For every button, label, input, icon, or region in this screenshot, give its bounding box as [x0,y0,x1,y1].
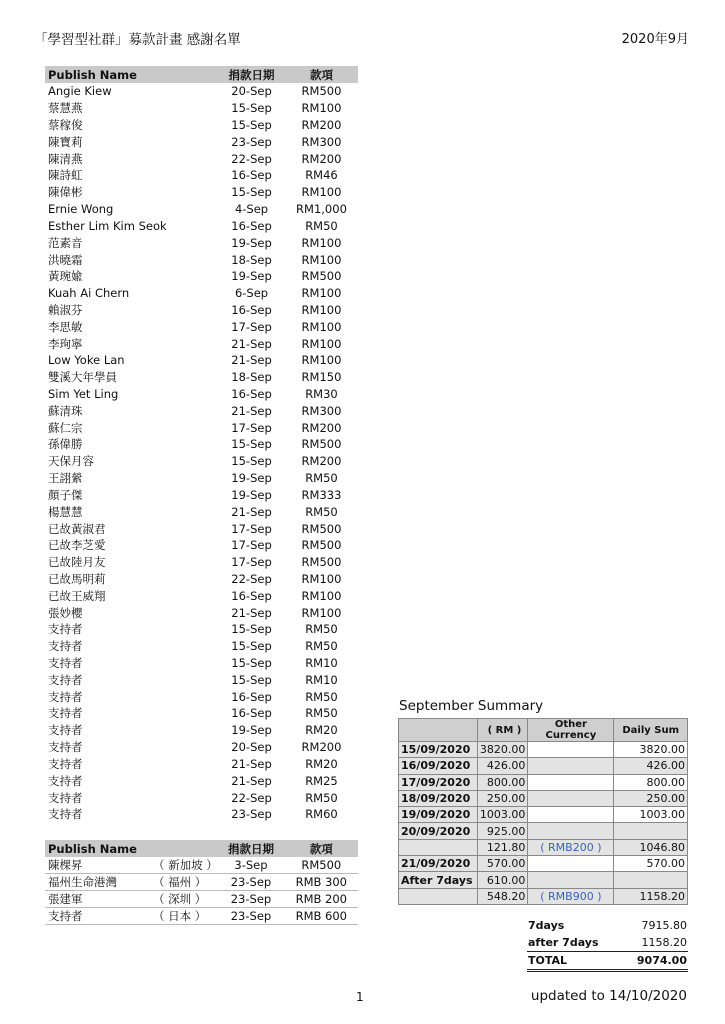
donor-name: 支持者 [48,639,83,654]
summary-rm: 548.20 [477,888,528,904]
table-row [45,386,358,403]
summary-rm: 610.00 [477,872,528,888]
donation-date: 15-Sep [231,185,272,200]
donor-name: 支持者 [48,656,83,671]
donation-amount: RM200 [301,454,342,469]
header-donation-date: 捐款日期 [217,840,284,857]
header-publish-name: Publish Name [45,840,217,857]
donation-date: 17-Sep [231,555,272,570]
donation-date: 3-Sep [217,857,284,874]
donation-amount: RM1,000 [296,202,347,217]
summary-row [399,888,688,904]
donor-name: Low Yoke Lan [48,353,125,368]
table-row [45,671,358,688]
donor-table-local [45,66,358,823]
donor-name: Angie Kiew [48,84,112,99]
donation-amount: RM500 [301,538,342,553]
donation-amount: RM50 [305,471,338,486]
table-row [45,285,358,302]
donation-date: 6-Sep [234,286,269,301]
donor-name: 蘇清珠 [48,403,83,418]
donor-name: 張妙櫻 [48,605,83,620]
donation-date: 20-Sep [231,84,272,99]
donation-date: 17-Sep [231,521,272,536]
summary-rm: 3820.00 [477,742,528,758]
donation-amount: RM300 [301,403,342,418]
table-row [45,638,358,655]
table-row [45,302,358,319]
summary-date: 16/09/2020 [399,758,478,774]
summary-date: 15/09/2020 [399,742,478,758]
summary-row [399,774,688,790]
donor-name: 黃琬婾 [48,269,83,284]
donation-amount: RM500 [301,437,342,452]
donation-date: 21-Sep [231,336,272,351]
totals-table [527,917,688,972]
donation-amount: RM30 [305,387,338,402]
donor-name: 陳棵昇 [48,858,83,872]
summary-other-currency [528,742,614,758]
donation-date: 15-Sep [231,622,272,637]
donation-amount: RMB 200 [285,891,358,908]
donor-name: 已故陸月友 [48,555,106,570]
donor-name: 李珣寧 [48,336,83,351]
donation-amount: RM100 [301,588,342,603]
donor-name: 陳偉彬 [48,185,83,200]
summary-rm: 800.00 [477,774,528,790]
table-row [45,789,358,806]
table-row [45,487,358,504]
donor-name: 支持者 [48,672,83,687]
table-row [45,537,358,554]
donor-name: Sim Yet Ling [48,387,119,402]
donation-date: 19-Sep [231,723,272,738]
donation-amount: RM50 [305,218,338,233]
donation-amount: RM50 [305,706,338,721]
donor-name: 楊慧慧 [48,504,83,519]
donation-date: 23-Sep [231,134,272,149]
table-row [45,167,358,184]
donor-cell [45,891,217,908]
summary-rm: 570.00 [477,856,528,872]
page-number: 1 [356,990,364,1004]
donor-location: （ 新加坡 ） [153,858,218,872]
totals-label: after 7days [527,934,621,952]
donation-amount: RM100 [301,605,342,620]
donation-date: 16-Sep [231,588,272,603]
donation-amount: RM100 [301,571,342,586]
donation-date: 21-Sep [231,504,272,519]
summary-header-daily-sum: Daily Sum [614,719,688,742]
donor-name: 賴淑芬 [48,302,83,317]
summary-row [399,839,688,855]
summary-header-rm: ( RM ) [477,719,528,742]
table-row [45,470,358,487]
donation-amount: RM100 [301,235,342,250]
donor-name: 雙溪大年學員 [48,370,117,385]
document-title: 「學習型社群」募款計畫 感謝名單 [34,32,241,48]
summary-other-currency: ( RMB200 ) [528,839,614,855]
summary-other-currency [528,823,614,839]
table-row [45,251,358,268]
summary-daily-sum: 3820.00 [614,742,688,758]
table-row [45,335,358,352]
donation-amount: RM100 [301,101,342,116]
updated-note: updated to 14/10/2020 [530,988,687,1004]
donation-date: 21-Sep [231,605,272,620]
donor-location: （ 日本 ） [153,909,207,923]
donation-amount: RM46 [305,168,338,183]
donation-amount: RM10 [305,656,338,671]
table-row [45,369,358,386]
totals-row [527,934,688,952]
summary-other-currency [528,774,614,790]
totals-label: TOTAL [527,952,621,971]
totals-label: 7days [528,919,565,932]
donor-name: 陳清燕 [48,151,83,166]
table-row [45,621,358,638]
summary-rm: 121.80 [477,839,528,855]
summary-other-currency [528,758,614,774]
table-row [45,772,358,789]
donation-amount: RM100 [301,185,342,200]
table-row [45,117,358,134]
summary-rm: 426.00 [477,758,528,774]
document-date: 2020年9月 [621,32,689,47]
donation-date: 21-Sep [231,353,272,368]
table-row [45,318,358,335]
table-row [45,688,358,705]
donor-cell [45,857,217,874]
donation-amount: RM100 [301,286,342,301]
donation-date: 17-Sep [231,319,272,334]
donation-date: 21-Sep [231,756,272,771]
donation-date: 18-Sep [231,370,272,385]
summary-date: 19/09/2020 [399,807,478,823]
donation-date: 23-Sep [217,891,284,908]
header-donation-date: 捐款日期 [218,66,285,83]
donor-cell [45,874,217,891]
donation-date: 20-Sep [231,740,272,755]
donation-date: 21-Sep [231,403,272,418]
summary-daily-sum: 426.00 [614,758,688,774]
donation-date: 15-Sep [231,118,272,133]
summary-row [399,823,688,839]
donor-name: 支持者 [48,790,83,805]
donation-date: 16-Sep [231,706,272,721]
summary-row [399,790,688,806]
table-row [45,857,358,874]
donation-date: 16-Sep [231,218,272,233]
donor-name: 福州生命港灣 [48,875,117,889]
donation-amount: RM500 [301,269,342,284]
table-row [45,554,358,571]
donation-date: 19-Sep [231,269,272,284]
table-row [45,891,358,908]
donation-amount: RM200 [301,420,342,435]
donor-name: 洪曉霜 [48,252,83,267]
donation-amount: RM20 [305,756,338,771]
table-row [45,218,358,235]
summary-rm: 925.00 [477,823,528,839]
donation-amount: RM200 [301,740,342,755]
summary-header-date [399,719,478,742]
header-amount: 款項 [285,66,358,83]
summary-date: 18/09/2020 [399,790,478,806]
donor-name: 李思敏 [48,319,83,334]
donor-name: 已故黃淑君 [48,521,106,536]
summary-daily-sum: 1003.00 [614,807,688,823]
donation-amount: RM50 [305,639,338,654]
summary-date [399,839,478,855]
donation-date: 17-Sep [231,538,272,553]
donation-amount: RM60 [305,807,338,822]
table-row [45,587,358,604]
summary-daily-sum: 1158.20 [614,888,688,904]
donation-amount: RM100 [301,353,342,368]
donation-date: 4-Sep [234,202,269,217]
donation-amount: RM150 [301,370,342,385]
donation-amount: RM300 [301,134,342,149]
donor-name: Kuah Ai Chern [48,286,130,301]
table-row [45,402,358,419]
donation-date: 18-Sep [231,252,272,267]
donor-name: 陳詩虹 [48,168,83,183]
donation-amount: RM20 [305,723,338,738]
donor-name: 支持者 [48,706,83,721]
donation-amount: RM200 [301,118,342,133]
donation-date: 23-Sep [231,807,272,822]
summary-row [399,872,688,888]
donor-name: Esther Lim Kim Seok [48,218,167,233]
donation-date: 22-Sep [231,151,272,166]
table-row [45,739,358,756]
table-row [45,722,358,739]
summary-other-currency [528,856,614,872]
table-row [45,503,358,520]
donor-name: 陳寶莉 [48,134,83,149]
header-amount: 款項 [285,840,358,857]
donation-date: 19-Sep [231,471,272,486]
donation-amount: RM200 [301,151,342,166]
summary-rm: 1003.00 [477,807,528,823]
donation-amount: RM100 [301,252,342,267]
donor-name: 支持者 [48,740,83,755]
donor-name: 已故王威翔 [48,588,106,603]
totals-value: 1158.20 [621,934,688,952]
donor-name: Ernie Wong [48,202,114,217]
donation-date: 15-Sep [231,656,272,671]
donation-amount: RM25 [305,773,338,788]
summary-date: 20/09/2020 [399,823,478,839]
donation-amount: RM100 [301,319,342,334]
donor-cell [45,908,217,925]
donor-name: 支持者 [48,756,83,771]
donor-name: 天保月容 [48,454,94,469]
donation-date: 16-Sep [231,302,272,317]
donation-date: 19-Sep [231,235,272,250]
donation-date: 17-Sep [231,420,272,435]
donation-amount: RM500 [285,857,358,874]
donor-name: 孫偉勝 [48,437,83,452]
donation-amount: RM50 [305,622,338,637]
donation-date: 19-Sep [231,487,272,502]
donation-amount: RM500 [301,555,342,570]
table-row [45,874,358,891]
donation-amount: RM50 [305,504,338,519]
donor-name: 支持者 [48,909,83,923]
donor-name: 范素音 [48,235,83,250]
donation-amount: RMB 600 [285,908,358,925]
donation-date: 15-Sep [231,454,272,469]
donation-date: 22-Sep [231,790,272,805]
summary-date: 17/09/2020 [399,774,478,790]
totals-row [527,917,688,934]
donation-amount: RM100 [301,336,342,351]
table-row [45,133,358,150]
donor-location: （ 福州 ） [153,875,207,889]
table-row [45,520,358,537]
table-row [45,268,358,285]
donation-date: 16-Sep [231,689,272,704]
donation-date: 15-Sep [231,672,272,687]
table-row [45,604,358,621]
table-row [45,234,358,251]
donation-amount: RM100 [301,302,342,317]
donation-amount: RM10 [305,672,338,687]
table-row [45,419,358,436]
summary-date [399,888,478,904]
table-row [45,100,358,117]
summary-row [399,758,688,774]
donation-amount: RM50 [305,689,338,704]
summary-daily-sum: 250.00 [614,790,688,806]
donor-name: 已故李芝愛 [48,538,106,553]
donation-date: 15-Sep [231,437,272,452]
donation-amount: RM333 [301,487,342,502]
donor-name: 張建軍 [48,892,83,906]
table-row [45,83,358,100]
donor-name: 支持者 [48,622,83,637]
donation-date: 21-Sep [231,773,272,788]
donor-name: 支持者 [48,807,83,822]
summary-daily-sum: 570.00 [614,856,688,872]
donor-name: 支持者 [48,689,83,704]
summary-date: After 7days [399,872,478,888]
summary-row [399,742,688,758]
table-row [45,571,358,588]
table-row [45,908,358,925]
table-row [45,352,358,369]
donation-date: 22-Sep [231,571,272,586]
table-row [45,756,358,773]
table-row [45,806,358,823]
donation-amount: RM50 [305,790,338,805]
donation-date: 16-Sep [231,168,272,183]
summary-other-currency [528,807,614,823]
donor-name: 顏子傑 [48,487,83,502]
table-row [45,436,358,453]
donor-name: 蔡慧燕 [48,101,83,116]
summary-row [399,856,688,872]
totals-value: 7915.80 [641,919,687,932]
table-row [45,655,358,672]
donation-date: 16-Sep [231,387,272,402]
donation-amount: RM500 [301,521,342,536]
donation-amount: RM500 [301,84,342,99]
summary-date: 21/09/2020 [399,856,478,872]
donor-location: （ 深圳 ） [153,892,207,906]
donation-date: 23-Sep [217,908,284,925]
totals-row [527,952,688,971]
summary-daily-sum [614,872,688,888]
header-publish-name: Publish Name [45,66,218,83]
summary-title: September Summary [399,698,544,714]
donor-name: 蘇仁宗 [48,420,83,435]
donation-date: 23-Sep [217,874,284,891]
donor-name: 王詡縈 [48,471,83,486]
summary-row [399,807,688,823]
summary-other-currency: ( RMB900 ) [528,888,614,904]
donor-name: 支持者 [48,723,83,738]
donation-date: 15-Sep [231,101,272,116]
summary-daily-sum [614,823,688,839]
table-row [45,150,358,167]
summary-rm: 250.00 [477,790,528,806]
donor-name: 支持者 [48,773,83,788]
summary-daily-sum: 800.00 [614,774,688,790]
donor-name: 已故馬明莉 [48,571,106,586]
summary-daily-sum: 1046.80 [614,839,688,855]
donor-table-overseas [45,840,358,925]
summary-header-other-currency: Other Currency [528,719,614,742]
summary-other-currency [528,872,614,888]
table-row [45,201,358,218]
table-row [45,184,358,201]
donation-date: 15-Sep [231,639,272,654]
table-row [45,705,358,722]
table-row [45,453,358,470]
donor-name: 蔡稼俊 [48,118,83,133]
totals-value: 9074.00 [621,952,688,971]
donation-amount: RMB 300 [285,874,358,891]
summary-other-currency [528,790,614,806]
september-summary-table [398,718,688,905]
